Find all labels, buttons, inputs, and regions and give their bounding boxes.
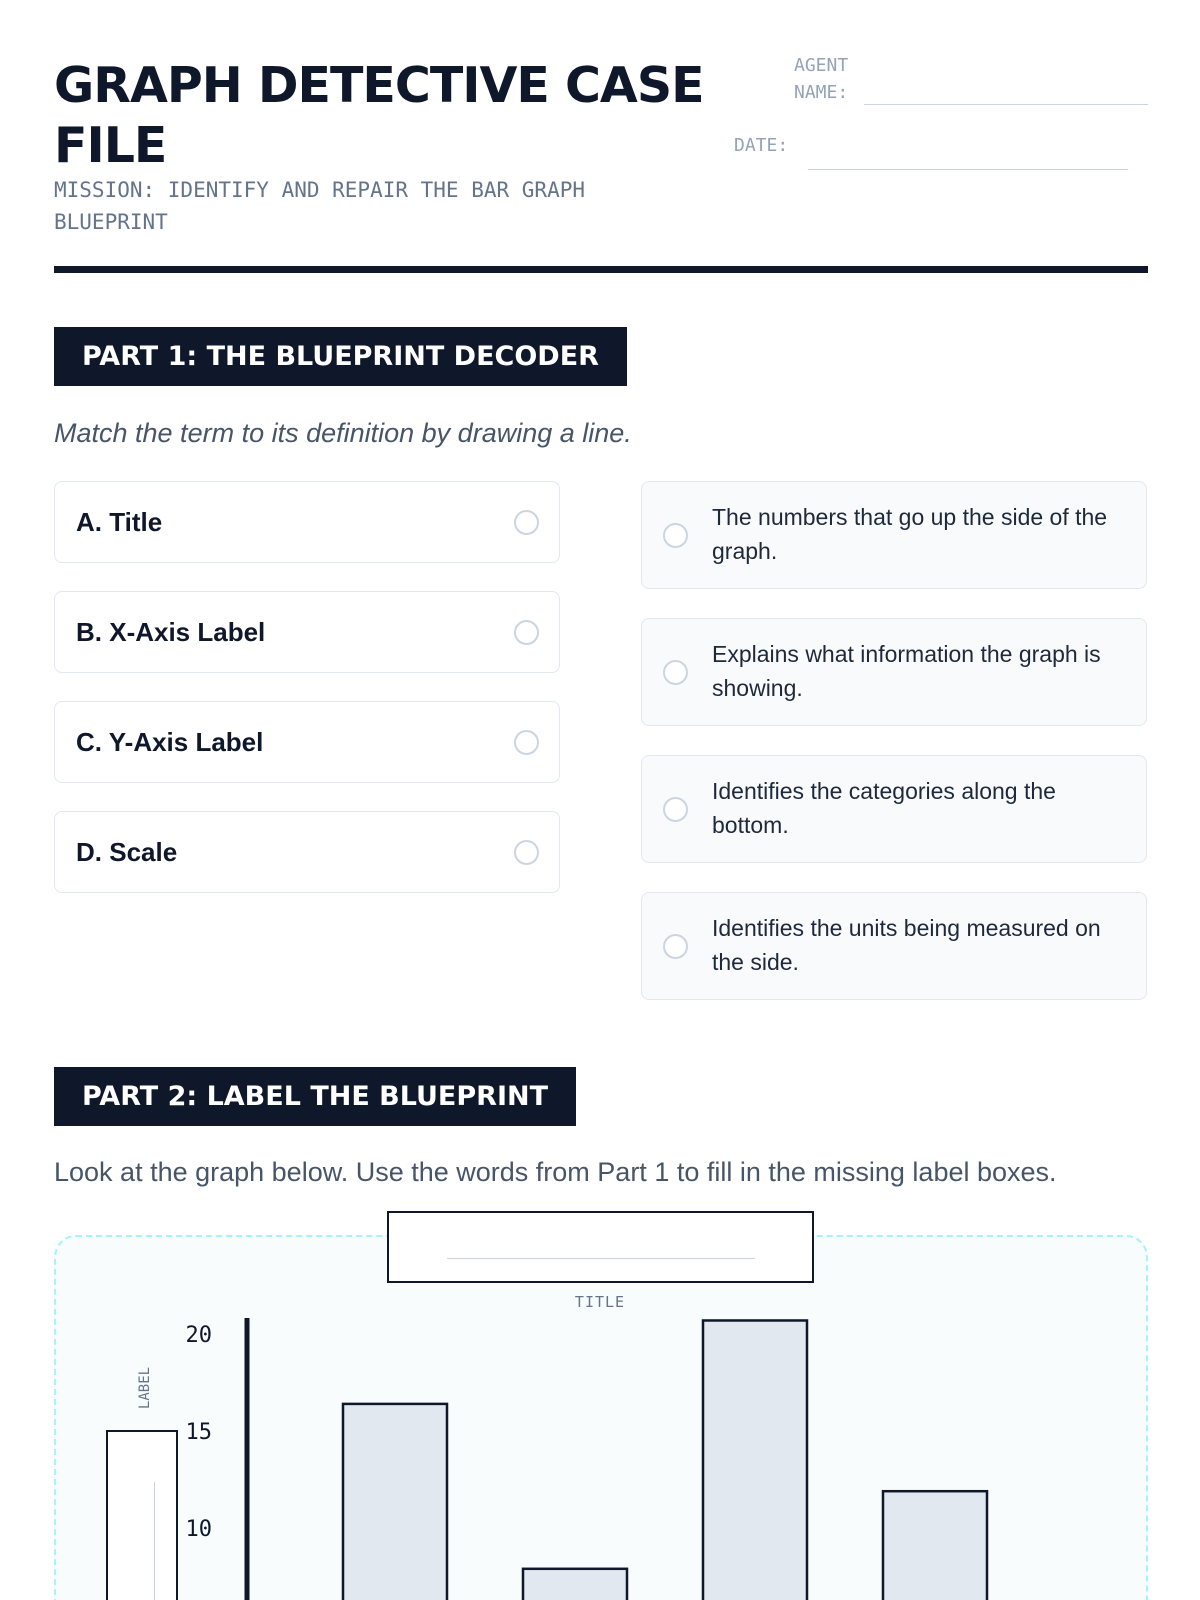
match-dot[interactable]: [663, 523, 688, 548]
term-label: D. Scale: [76, 837, 178, 867]
part1-heading: PART 1: THE BLUEPRINT DECODER: [54, 327, 627, 386]
definition-card[interactable]: [641, 481, 1147, 589]
part2-heading: PART 2: LABEL THE BLUEPRINT: [54, 1067, 576, 1126]
match-dot[interactable]: [514, 620, 539, 645]
term-card-title[interactable]: [54, 481, 560, 563]
definition-card[interactable]: [641, 618, 1147, 726]
title-answer-line: [447, 1258, 755, 1259]
definition-text: Identifies the units being measured on the side.: [712, 915, 1101, 975]
header-divider: [54, 266, 1148, 273]
mission-statement: MISSION: IDENTIFY AND REPAIR THE BAR GRAPH BLUEPRINT: [54, 178, 586, 234]
match-dot[interactable]: [514, 510, 539, 535]
part2-instruction: Look at the graph below. Use the words from Part 1 to fill in the missing label boxes.: [54, 1157, 1057, 1187]
y-tick-label: 20: [185, 1323, 212, 1348]
term-card-scale[interactable]: [54, 811, 560, 893]
term-label: B. X-Axis Label: [76, 617, 266, 647]
term-card-y-axis-label[interactable]: [54, 701, 560, 783]
agent-name-label: AGENT NAME:: [794, 55, 849, 103]
match-dot[interactable]: [514, 730, 539, 755]
definition-card[interactable]: [641, 892, 1147, 1000]
y-axis-caption: LABEL: [137, 1366, 153, 1410]
term-label: C. Y-Axis Label: [76, 727, 264, 757]
y-tick-label: 10: [185, 1517, 212, 1542]
definition-text: Explains what information the graph is showing.: [712, 641, 1101, 701]
title-caption: TITLE: [574, 1293, 626, 1311]
definition-text: The numbers that go up the side of the graph.: [712, 504, 1108, 564]
page-title: GRAPH DETECTIVE CASE FILE: [54, 57, 704, 174]
y-axis-answer-line: [154, 1482, 155, 1600]
term-card-x-axis-label[interactable]: [54, 591, 560, 673]
match-dot[interactable]: [514, 840, 539, 865]
definition-text: Identifies the categories along the bottom.: [712, 778, 1056, 838]
title-label-box[interactable]: [387, 1211, 814, 1283]
part1-instruction: Match the term to its definition by drawing a line.: [54, 418, 632, 448]
date-field[interactable]: [808, 169, 1128, 170]
match-dot[interactable]: [663, 934, 688, 959]
match-dot[interactable]: [663, 660, 688, 685]
case-file-header: [54, 48, 1148, 274]
y-axis-label-box[interactable]: [106, 1430, 178, 1600]
graph-area: [54, 1235, 1148, 1600]
y-tick-label: 15: [185, 1420, 212, 1445]
match-dot[interactable]: [663, 797, 688, 822]
definition-card[interactable]: [641, 755, 1147, 863]
agent-name-field[interactable]: [864, 104, 1148, 105]
term-label: A. Title: [76, 507, 163, 537]
date-label: DATE:: [734, 135, 789, 156]
